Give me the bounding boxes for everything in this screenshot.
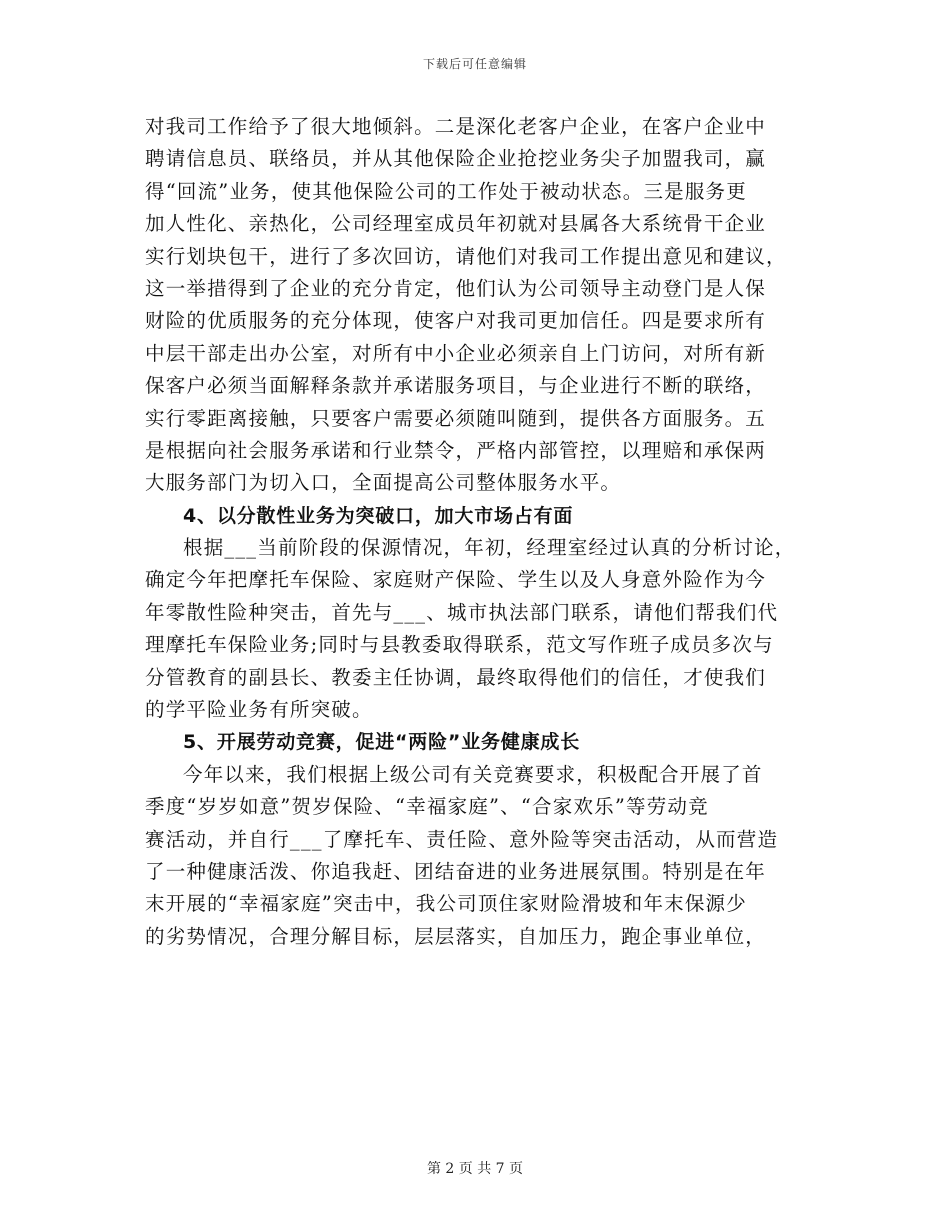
text-line: 中层干部走出办公室，对所有中小企业必须亲自上门访问，对所有新: [145, 341, 767, 365]
text-line: 年零散性险种突击，首先与___、城市执法部门联系，请他们帮我们代: [145, 600, 779, 624]
section-heading: 4、以分散性业务为突破口，加大市场占有面: [183, 504, 574, 527]
text-line: 聘请信息员、联络员，并从其他保险企业抢挖业务尖子加盟我司，赢: [145, 147, 767, 171]
page-header: 下载后可任意编辑: [422, 57, 527, 71]
text-line: 保客户必须当面解释条款并承诺服务项目，与企业进行不断的联络，: [145, 374, 767, 398]
section-heading: 5、开展劳动竞赛，促进“两险”业务健康成长: [183, 731, 580, 754]
text-line: 确定今年把摩托车保险、家庭财产保险、学生以及人身意外险作为今: [145, 568, 767, 592]
text-line: 得“回流”业务，使其他保险公司的工作处于被动状态。三是服务更: [145, 179, 747, 203]
text-line: 末开展的“幸福家庭”突击中，我公司顶住家财险滑坡和年末保源少: [145, 892, 747, 916]
text-line: 的劣势情况，合理分解目标，层层落实，自加压力，跑企事业单位，: [145, 924, 767, 948]
text-line: 这一举措得到了企业的充分肯定，他们认为公司领导主动登门是人保: [145, 276, 767, 300]
text-line: 赛活动，并自行___了摩托车、责任险、意外险等突击活动，从而营造: [145, 827, 779, 851]
text-line: 根据___当前阶段的保源情况，年初，经理室经过认真的分析讨论，: [183, 536, 796, 560]
text-line: 对我司工作给予了很大地倾斜。二是深化老客户企业，在客户企业中: [145, 115, 767, 138]
text-line: 季度“岁岁如意”贺岁保险、“幸福家庭”、“合家欢乐”等劳动竞: [145, 795, 709, 819]
text-line: 分管教育的副县长、教委主任协调，最终取得他们的信任，才使我们: [145, 665, 767, 689]
text-line: 大服务部门为切入口，全面提高公司整体服务水平。: [145, 471, 622, 495]
text-line: 财险的优质服务的充分体现，使客户对我司更加信任。四是要求所有: [145, 309, 767, 333]
text-line: 今年以来，我们根据上级公司有关竞赛要求，积极配合开展了首: [183, 762, 763, 786]
text-line: 了一种健康活泼、你追我赶、团结奋进的业务进展氛围。特别是在年: [145, 859, 767, 883]
text-line: 理摩托车保险业务;同时与县教委取得联系，范文写作班子成员多次与: [145, 633, 774, 657]
text-line: 加人性化、亲热化，公司经理室成员年初就对县属各大系统骨干企业: [145, 212, 767, 236]
text-line: 是根据向社会服务承诺和行业禁令，严格内部管控，以理赔和承保两: [145, 438, 767, 462]
document-body: [145, 111, 805, 953]
text-line: 实行零距离接触，只要客户需要必须随叫随到，提供各方面服务。五: [145, 406, 767, 430]
text-line: 实行划块包干，进行了多次回访，请他们对我司工作提出意见和建议，: [145, 244, 787, 268]
page-footer: 第 2 页 共 7 页: [426, 1161, 524, 1177]
text-line: 的学平险业务有所突破。: [145, 698, 373, 722]
